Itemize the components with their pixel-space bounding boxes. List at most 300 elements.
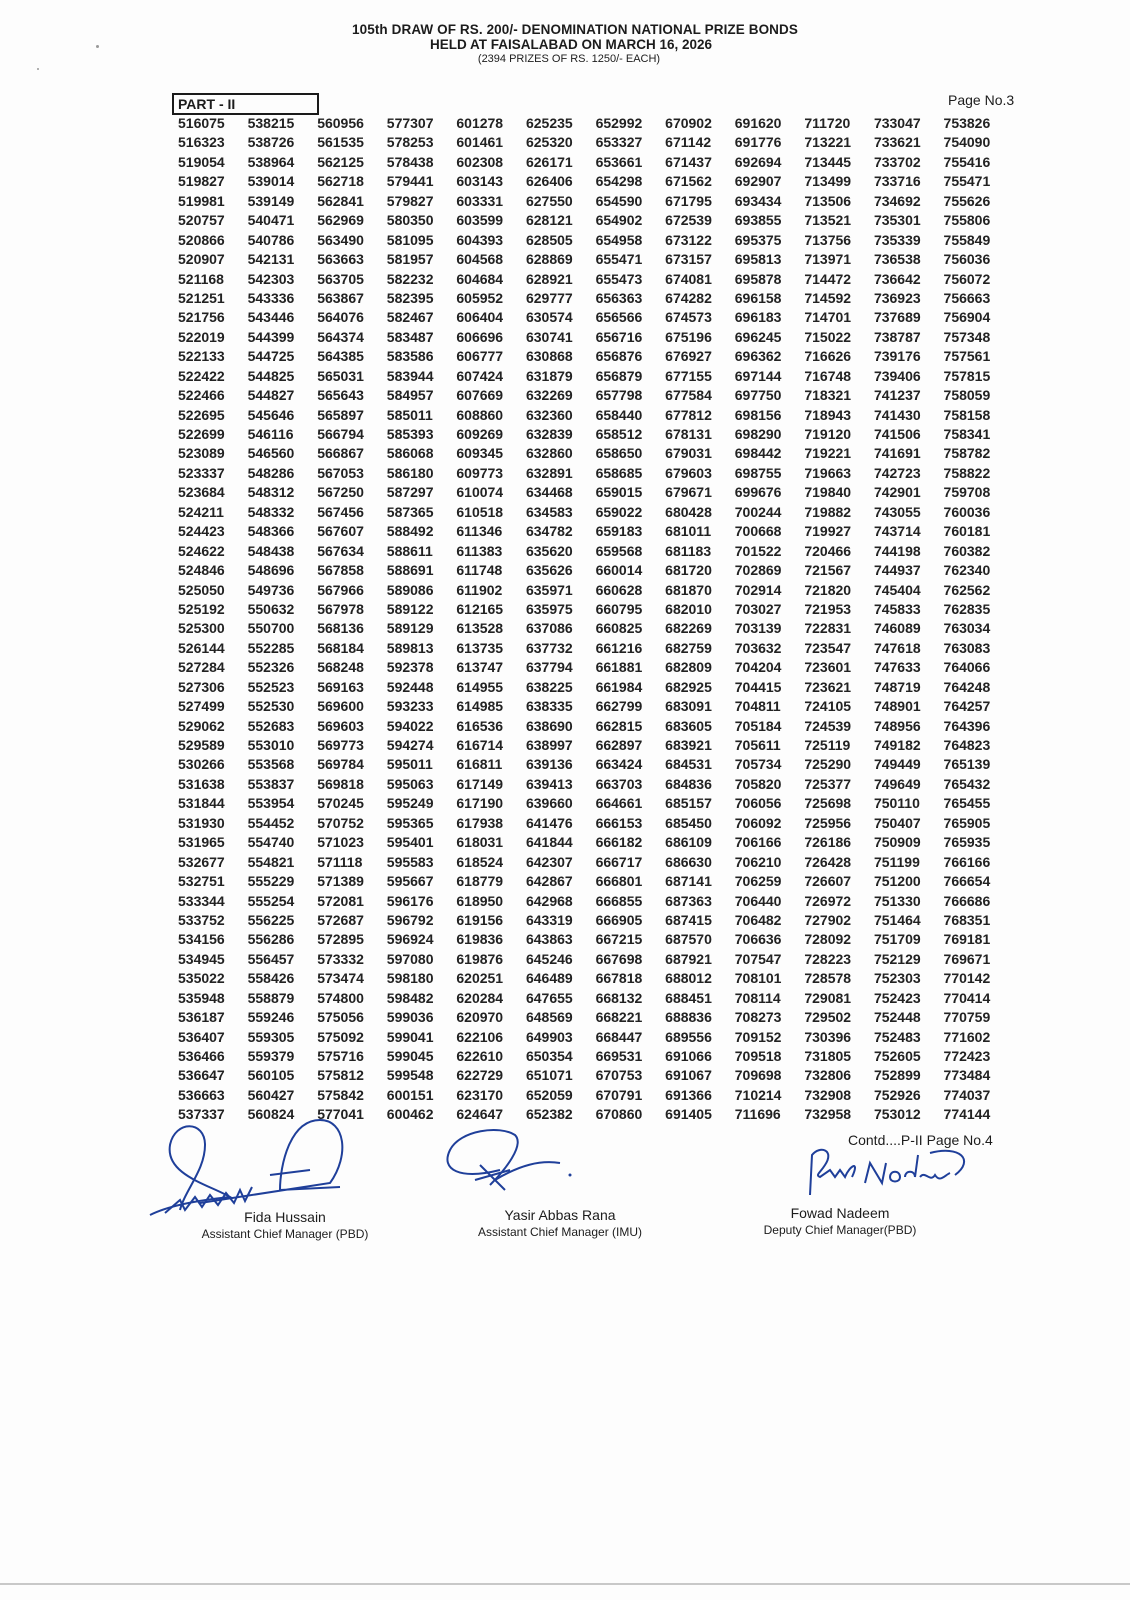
continuation-note: Contd....P-II Page No.4 [848,1132,993,1148]
prize-bond-number: 584957 [386,387,434,404]
prize-bond-number: 745404 [873,581,921,598]
prize-bond-number: 635975 [525,600,573,617]
prize-bond-number: 613528 [456,620,504,637]
prize-bond-number: 661881 [595,659,643,676]
prize-bond-number: 568248 [317,659,364,676]
prize-bond-number: 739176 [873,348,921,365]
prize-bond-number: 760036 [943,503,991,520]
prize-bond-number: 603599 [456,212,504,229]
prize-bond-number: 639660 [525,795,573,812]
prize-bond-number: 734692 [873,192,921,209]
prize-bond-number: 587297 [386,484,434,501]
prize-bond-number: 637794 [525,659,573,676]
prize-bond-number: 656879 [595,367,643,384]
prize-bond-number: 670753 [595,1067,643,1084]
prize-bond-number: 691776 [734,134,782,151]
prize-bond-number: 631879 [525,367,573,384]
prize-bond-number: 635971 [525,581,573,598]
prize-bond-number: 666801 [595,873,643,890]
prize-bond-number: 628921 [525,270,573,287]
prize-bond-number: 653661 [595,153,643,170]
prize-bond-number: 611902 [456,581,503,598]
prize-bond-number: 756072 [943,270,991,287]
prize-bond-number: 523337 [178,464,225,481]
signatory-role: Assistant Chief Manager (PBD) [201,1227,369,1241]
prize-bond-number: 696183 [734,309,782,326]
prize-bond-number: 658685 [595,464,643,481]
prize-bond-number: 522466 [178,387,225,404]
prize-bond-number: 750407 [873,814,921,831]
prize-bond-number: 639413 [525,775,573,792]
prize-bond-number: 533752 [178,911,225,928]
prize-bond-number: 769671 [943,950,991,967]
prize-bond-number: 762340 [943,562,991,579]
prize-bond-number: 658440 [595,406,643,423]
prize-bond-number: 539149 [247,192,295,209]
prize-bond-number: 533344 [178,892,225,909]
prize-bond-number: 702914 [734,581,782,598]
prize-bond-number: 585011 [386,406,433,423]
prize-bond-number: 577307 [386,115,434,131]
prize-bond-number: 638690 [525,717,573,734]
prize-bond-number: 668132 [595,989,643,1006]
prize-bond-number: 725377 [804,775,852,792]
prize-bond-number: 669531 [595,1048,643,1064]
prize-bond-number: 670902 [665,115,712,131]
prize-bond-number: 696362 [734,348,782,365]
prize-bond-number: 752899 [873,1067,921,1084]
prize-bond-number: 619156 [456,911,504,928]
prize-bond-number: 632269 [525,387,573,404]
prize-bond-number: 575716 [317,1048,364,1064]
prize-bond-number: 552326 [247,659,295,676]
prize-bond-number: 755626 [943,192,991,209]
prize-bond-number: 574800 [317,989,364,1006]
prize-bond-number: 719882 [804,503,852,520]
prize-bond-number: 610518 [456,503,504,520]
prize-bond-number: 582395 [386,289,434,306]
prize-bond-number: 707547 [734,950,782,967]
prize-bond-number: 602308 [456,153,504,170]
prize-bond-number: 666182 [595,834,643,851]
document-header [0,22,1130,66]
prize-bond-number: 567858 [317,562,364,579]
prize-bond-number: 656716 [595,328,643,345]
prize-bond-number: 730396 [804,1028,852,1045]
prize-bond-number: 696158 [734,289,782,306]
prize-bond-number: 741237 [873,387,921,404]
prize-bond-number: 733716 [873,173,921,190]
prize-bond-number: 671795 [665,192,712,209]
prize-bond-number: 653327 [595,134,643,151]
prize-bond-number: 770142 [943,970,991,987]
prize-bond-number: 755471 [943,173,991,190]
prize-bond-number: 766166 [943,853,991,870]
prize-bond-number: 715022 [804,328,852,345]
prize-bond-number: 537337 [178,1106,225,1123]
prize-bond-number: 634583 [525,503,573,520]
prize-bond-number: 642867 [525,873,573,890]
prize-bond-number: 524423 [178,523,225,540]
prize-bond-number: 691620 [734,115,782,131]
prize-bond-number: 523684 [178,484,225,501]
prize-bond-number: 519981 [178,192,225,209]
prize-bond-number: 756904 [943,309,991,326]
prize-bond-number: 546560 [247,445,295,462]
prize-bond-number: 721567 [804,562,852,579]
prize-bond-number: 682759 [665,639,712,656]
prize-bond-number: 695813 [734,251,782,268]
prize-bond-number: 625235 [525,115,573,131]
prize-bond-number: 572687 [317,911,364,928]
prize-bond-number: 564385 [317,348,364,365]
prize-bond-number: 741430 [873,406,921,423]
prize-bond-number: 575842 [317,1086,364,1103]
prize-bond-number: 534156 [178,931,225,948]
prize-bond-number: 525300 [178,620,225,637]
prize-bond-number: 538964 [247,153,295,170]
prize-bond-number: 692907 [734,173,782,190]
prize-bond-number: 726972 [804,892,852,909]
prize-bond-number: 678131 [665,426,712,442]
prize-bond-number: 544725 [247,348,295,365]
prize-bond-number: 733702 [873,153,921,170]
prize-bond-number: 732806 [804,1067,852,1084]
prize-bond-number: 569600 [317,698,364,715]
prize-bond-number: 572081 [317,892,364,909]
prize-bond-number: 764248 [943,678,991,695]
prize-bond-number: 559246 [247,1009,295,1026]
prize-bond-number: 575812 [317,1067,364,1084]
prize-bond-number: 643863 [525,931,573,948]
prize-bond-number: 569818 [317,775,364,792]
prize-bond-number: 624647 [456,1106,504,1123]
prize-bond-number: 563490 [317,231,364,248]
prize-bond-number: 758059 [943,387,991,404]
prize-bond-number: 751330 [873,892,921,909]
prize-bond-number: 682925 [665,678,712,695]
prize-bond-number: 750909 [873,834,921,851]
prize-bond-number: 682010 [665,600,712,617]
prize-bond-number: 604684 [456,270,504,287]
prize-bond-number: 719927 [804,523,852,540]
prize-bond-number: 566867 [317,445,364,462]
prize-bond-number: 536187 [178,1009,225,1026]
prize-bond-number: 650354 [525,1048,573,1064]
prize-bond-number: 563705 [317,270,364,287]
prize-bond-number: 638225 [525,678,573,695]
prize-bond-number: 723601 [804,659,852,676]
prize-bond-number: 713445 [804,153,852,170]
prize-bond-number: 596792 [386,911,434,928]
prize-bond-number: 548332 [247,503,295,520]
prize-bond-number: 659022 [595,503,643,520]
prize-bond-number: 661216 [595,639,643,656]
prize-bond-number: 749649 [873,775,921,792]
prize-bond-number: 718321 [804,387,852,404]
prize-bond-number: 742901 [873,484,921,501]
prize-bond-number: 652382 [525,1106,573,1123]
prize-bond-number: 681870 [665,581,712,598]
prize-bond-number: 555254 [247,892,295,909]
prize-bond-number: 519827 [178,173,225,190]
prize-bond-number: 729502 [804,1009,852,1026]
prize-bond-number: 774144 [943,1106,991,1123]
prize-bond-number: 581095 [386,231,434,248]
prize-bond-number: 567607 [317,523,364,540]
prize-bond-number: 567966 [317,581,364,598]
prize-bond-number: 604568 [456,251,504,268]
prize-bond-number: 579827 [386,192,434,209]
prize-bond-number: 588492 [386,523,434,540]
prize-bond-number: 718943 [804,406,852,423]
prize-bond-number: 735339 [873,231,921,248]
prize-bond-number: 755806 [943,212,991,229]
prize-bond-number: 696245 [734,328,782,345]
prize-bond-number: 583586 [386,348,434,365]
prize-bond-number: 706092 [734,814,782,831]
prize-bond-number: 601278 [456,115,504,131]
prize-bond-number: 585393 [386,426,434,442]
prize-bond-number: 618950 [456,892,504,909]
prize-bond-number: 554821 [247,853,295,870]
prize-bond-number: 632360 [525,406,573,423]
prize-bond-number: 641476 [525,814,573,831]
prize-bond-number: 771602 [943,1028,991,1045]
prize-bond-number: 571023 [317,834,364,851]
prize-bond-number: 749449 [873,756,921,773]
prize-bond-number: 687921 [665,950,712,967]
prize-bond-number: 737689 [873,309,921,326]
prize-bond-number: 524211 [178,503,224,520]
prize-bond-number: 539014 [247,173,295,190]
prize-bond-number: 618779 [456,873,504,890]
prize-bond-number: 626171 [525,153,573,170]
prize-bond-number: 527284 [178,659,225,676]
prize-bond-number: 705820 [734,775,782,792]
prize-bond-number: 736538 [873,251,921,268]
prize-bond-number: 762835 [943,600,991,617]
prize-bond-number: 550632 [247,600,295,617]
prize-bond-number: 625320 [525,134,573,151]
prize-bond-number: 704415 [734,678,782,695]
prize-bond-number: 536647 [178,1067,225,1084]
prize-bond-number: 659015 [595,484,643,501]
draw-title: 105th DRAW OF RS. 200/- DENOMINATION NATIONAL PRIZE BONDS [352,22,798,37]
prize-bond-number: 609345 [456,445,504,462]
prize-bond-number: 634468 [525,484,573,501]
prize-bond-number: 758782 [943,445,991,462]
prize-bond-number: 674081 [665,270,712,287]
prize-bond-number: 668447 [595,1028,643,1045]
prize-bond-number: 671562 [665,173,712,190]
prize-bond-number: 628121 [525,212,573,229]
prize-bond-number: 571118 [317,853,363,870]
prize-bond-number: 681720 [665,562,712,579]
prize-bond-number: 756036 [943,251,991,268]
prize-bond-number: 709518 [734,1048,782,1064]
prize-bond-number: 540471 [247,212,295,229]
prize-bond-number: 691405 [665,1106,712,1123]
prize-bond-number: 608860 [456,406,504,423]
prize-bond-number: 706259 [734,873,782,890]
prize-bond-number: 545646 [247,406,295,423]
prize-bond-number: 579441 [386,173,434,190]
prize-bond-number: 691066 [665,1048,712,1064]
prize-bond-number: 586068 [386,445,434,462]
prize-bond-number: 739406 [873,367,921,384]
prize-bond-number: 595667 [386,873,434,890]
prize-bond-number: 733621 [873,134,921,151]
prize-bond-number: 542131 [247,251,295,268]
prize-bond-number: 688836 [665,1009,712,1026]
prize-bond-number: 632891 [525,464,573,481]
prize-bond-number: 618524 [456,853,504,870]
prize-bond-number: 605952 [456,289,504,306]
prize-bond-number: 658650 [595,445,643,462]
prize-bond-number: 709698 [734,1067,782,1084]
prize-bond-number: 562969 [317,212,364,229]
prize-bond-number: 698442 [734,445,782,462]
prize-bond-number: 596924 [386,931,434,948]
prize-bond-number: 607669 [456,387,504,404]
signature-fowad-nadeem-icon [790,1135,980,1205]
prize-bond-number: 742723 [873,464,921,481]
prize-bond-number: 600151 [386,1086,434,1103]
prize-bond-number: 628505 [525,231,573,248]
prize-bond-number: 706056 [734,795,782,812]
prize-bond-number: 727902 [804,911,852,928]
prize-bond-number: 684531 [665,756,712,773]
prize-bond-number: 617149 [456,775,504,792]
prize-bond-number: 750110 [873,795,920,812]
prize-bond-number: 710214 [734,1086,782,1103]
prize-bond-number: 536407 [178,1028,225,1045]
prize-bond-number: 762562 [943,581,991,598]
prize-number-table [178,114,1013,1125]
prize-bond-number: 752483 [873,1028,921,1045]
prize-bond-number: 706166 [734,834,782,851]
prize-bond-number: 611748 [456,562,503,579]
prize-bond-number: 619876 [456,950,504,967]
signatory-2 [460,1206,660,1240]
prize-bond-number: 768351 [943,911,991,928]
prize-bond-number: 603331 [456,192,504,209]
prize-bond-number: 732908 [804,1086,852,1103]
prize-bond-number: 595249 [386,795,434,812]
prize-bond-number: 521251 [178,289,225,306]
prize-bond-number: 603143 [456,173,504,190]
prize-bond-number: 589813 [386,639,434,656]
prize-bond-number: 736923 [873,289,921,306]
prize-bond-number: 752448 [873,1009,921,1026]
prize-bond-number: 723547 [804,639,852,656]
prize-bond-number: 753012 [873,1106,921,1123]
prize-bond-number: 723621 [804,678,852,695]
prize-bond-number: 527499 [178,698,225,715]
prize-bond-number: 552285 [247,639,295,656]
prize-bond-number: 588611 [386,542,433,559]
prize-bond-number: 611346 [456,523,503,540]
prize-bond-number: 564076 [317,309,364,326]
prize-bond-number: 601461 [456,134,504,151]
prize-bond-number: 752423 [873,989,921,1006]
prize-bond-number: 649903 [525,1028,573,1045]
prize-bond-number: 705611 [734,737,781,753]
prize-bond-number: 593233 [386,698,434,715]
prize-bond-number: 763034 [943,620,991,637]
prize-bond-number: 627550 [525,192,573,209]
prize-bond-number: 534945 [178,950,225,967]
prize-bond-number: 598180 [386,970,434,987]
prize-bond-number: 660628 [595,581,643,598]
prize-bond-number: 548366 [247,523,295,540]
prize-bond-number: 617938 [456,814,504,831]
prize-bond-number: 570245 [317,795,364,812]
prize-bond-number: 562718 [317,173,364,190]
prize-bond-number: 614955 [456,678,504,695]
prize-bond-number: 569603 [317,717,364,734]
prize-bond-number: 725119 [804,737,851,753]
prize-bond-number: 691067 [665,1067,712,1084]
prize-bond-number: 622729 [456,1067,504,1084]
prize-bond-number: 553837 [247,775,295,792]
prize-bond-number: 709152 [734,1028,782,1045]
prize-bond-number: 524846 [178,562,225,579]
prize-bond-number: 721953 [804,600,852,617]
prize-bond-number: 613735 [456,639,504,656]
prize-bond-number: 687141 [665,873,712,890]
prize-bond-number: 753826 [943,115,991,131]
prize-bond-number: 752129 [873,950,921,967]
prize-bond-number: 618031 [456,834,504,851]
prize-bond-number: 725698 [804,795,852,812]
prize-bond-number: 654590 [595,192,643,209]
prize-bond-number: 525192 [178,600,225,617]
prize-bond-number: 686630 [665,853,712,870]
part-label: PART - II [172,93,319,115]
prize-bond-number: 677584 [665,387,712,404]
prize-bond-number: 572895 [317,931,364,948]
prize-bond-number: 629777 [525,289,573,306]
prize-bond-number: 758341 [943,426,991,442]
signatory-name: Fowad Nadeem [790,1205,890,1221]
prize-bond-number: 666153 [595,814,643,831]
prize-bond-number: 632839 [525,426,573,442]
prize-bond-number: 752303 [873,970,921,987]
prize-bond-number: 713756 [804,231,852,248]
prize-bond-number: 725956 [804,814,852,831]
prize-bond-number: 752605 [873,1048,921,1064]
prize-bond-number: 695878 [734,270,782,287]
prize-bond-number: 662799 [595,698,643,715]
signatory-1 [185,1208,385,1242]
prize-bond-number: 623170 [456,1086,504,1103]
prize-bond-number: 652059 [525,1086,573,1103]
prize-bond-number: 589086 [386,581,434,598]
prize-bond-number: 705184 [734,717,782,734]
prize-bond-number: 578438 [386,153,434,170]
prize-bond-number: 719221 [804,445,852,462]
prize-bond-number: 708114 [734,989,781,1006]
prize-bond-number: 699676 [734,484,782,501]
prize-bond-number: 735301 [873,212,921,229]
prize-bond-number: 560427 [247,1086,295,1103]
prize-bond-number: 645246 [525,950,573,967]
prize-bond-number: 567634 [317,542,364,559]
prize-bond-number: 668221 [595,1009,643,1026]
prize-bond-number: 760382 [943,542,991,559]
